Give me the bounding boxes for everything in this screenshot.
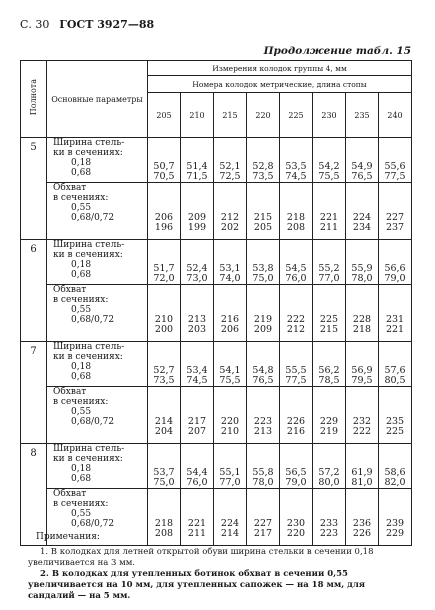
value: 79,0 [384, 273, 406, 284]
parameter-line: 0,68/0,72 [71, 315, 115, 325]
value-cell [247, 138, 280, 183]
value: 226 [286, 416, 306, 427]
value: 61,9 [351, 467, 373, 478]
value: 221 [187, 518, 207, 529]
parameter-line: в сечениях: [53, 499, 109, 509]
value: 54,1 [219, 365, 241, 376]
value: 228 [352, 314, 372, 325]
value: 223 [319, 528, 339, 539]
value: 72,5 [219, 171, 241, 182]
value: 224 [220, 518, 240, 529]
value-cell [379, 387, 412, 444]
value: 53,1 [219, 263, 241, 274]
value: 79,5 [351, 375, 373, 386]
value: 76,5 [351, 171, 373, 182]
value: 81,0 [351, 477, 373, 488]
table-body [21, 138, 412, 546]
value: 76,5 [252, 375, 274, 386]
value: 80,5 [384, 375, 406, 386]
value-cell [313, 240, 346, 285]
value-cell [148, 285, 181, 342]
parameter-line: 0,68 [71, 168, 92, 178]
parameter-cell [47, 387, 148, 444]
value: 209 [187, 212, 207, 223]
fullness-cell: 8 [21, 444, 47, 546]
value: 200 [154, 324, 174, 335]
value: 204 [154, 426, 174, 437]
parameter-line: Обхват [53, 183, 87, 193]
value: 50,7 [153, 161, 175, 172]
value: 77,5 [285, 375, 307, 386]
value: 237 [385, 222, 405, 233]
parameter-line: Обхват [53, 285, 87, 295]
value: 53,7 [153, 467, 175, 478]
value: 216 [286, 426, 306, 437]
value: 218 [154, 518, 174, 529]
parameter-line: ки в сечениях: [53, 250, 123, 260]
value: 232 [352, 416, 372, 427]
value: 226 [352, 528, 372, 539]
notes-title: Примечания: [36, 532, 100, 542]
value-cell [346, 285, 379, 342]
value-cell [148, 387, 181, 444]
value: 53,4 [186, 365, 208, 376]
value: 231 [385, 314, 405, 325]
table-row [21, 285, 412, 342]
parameter-line: 0,55 [71, 407, 92, 417]
value: 227 [385, 212, 405, 223]
value: 76,0 [186, 477, 208, 488]
value: 212 [220, 212, 240, 223]
value: 210 [154, 314, 174, 325]
value: 70,5 [153, 171, 175, 182]
table-row [21, 342, 412, 387]
value-cell [247, 240, 280, 285]
value: 73,5 [153, 375, 175, 386]
value: 55,2 [318, 263, 340, 274]
value: 230 [286, 518, 306, 529]
size-header: 215 [214, 93, 247, 138]
value-cell [280, 444, 313, 489]
parameter-cell [47, 240, 148, 285]
value: 233 [319, 518, 339, 529]
value: 82,0 [384, 477, 406, 488]
value: 52,1 [219, 161, 241, 172]
value: 202 [220, 222, 240, 233]
value: 224 [352, 212, 372, 223]
value: 218 [352, 324, 372, 335]
value: 74,0 [219, 273, 241, 284]
size-header: 230 [313, 93, 346, 138]
value-cell [379, 444, 412, 489]
value-cell [247, 183, 280, 240]
value-cell [379, 342, 412, 387]
parameter-line: ки в сечениях: [53, 148, 123, 158]
value: 55,1 [219, 467, 241, 478]
parameter-line: 0,68/0,72 [71, 519, 115, 529]
value: 219 [319, 426, 339, 437]
value-cell [181, 387, 214, 444]
value: 218 [286, 212, 306, 223]
value-cell [346, 183, 379, 240]
page-number: С. 30 [20, 18, 50, 31]
value: 51,4 [186, 161, 208, 172]
parameter-cell [47, 342, 148, 387]
value-cell [280, 342, 313, 387]
table-row [21, 183, 412, 240]
value: 206 [154, 212, 174, 223]
size-header: 210 [181, 93, 214, 138]
value: 53,8 [252, 263, 274, 274]
value: 217 [253, 528, 273, 539]
size-header: 225 [280, 93, 313, 138]
value-cell [214, 285, 247, 342]
parameter-line: 0,18 [71, 362, 92, 372]
parameter-line: Ширина стель- [53, 342, 125, 352]
value-cell [313, 444, 346, 489]
value-cell [313, 342, 346, 387]
value-cell [280, 387, 313, 444]
value-cell [148, 183, 181, 240]
value-cell [214, 342, 247, 387]
value: 54,2 [318, 161, 340, 172]
value: 215 [253, 212, 273, 223]
value-cell [148, 138, 181, 183]
sizes-header: Номера колодок метрические, длина стопы [148, 76, 412, 93]
value: 213 [253, 426, 273, 437]
value: 206 [220, 324, 240, 335]
value: 208 [154, 528, 174, 539]
value: 73,5 [252, 171, 274, 182]
parameter-line: 0,18 [71, 158, 92, 168]
value-cell [280, 183, 313, 240]
value: 220 [220, 416, 240, 427]
value: 75,5 [219, 375, 241, 386]
value: 74,5 [285, 171, 307, 182]
value-cell [247, 387, 280, 444]
value: 56,6 [384, 263, 406, 274]
parameter-cell [47, 138, 148, 183]
value: 229 [385, 528, 405, 539]
size-header: 220 [247, 93, 280, 138]
value-cell [181, 183, 214, 240]
parameter-line: 0,68/0,72 [71, 417, 115, 427]
value-cell [379, 183, 412, 240]
value: 209 [253, 324, 273, 335]
value: 57,2 [318, 467, 340, 478]
parameters-header: Основные параметры [47, 61, 148, 138]
value: 73,0 [186, 273, 208, 284]
value: 80,0 [318, 477, 340, 488]
value: 217 [187, 416, 207, 427]
value: 225 [385, 426, 405, 437]
page-header [20, 18, 154, 31]
value: 203 [187, 324, 207, 335]
parameter-line: 0,55 [71, 305, 92, 315]
parameter-cell [47, 183, 148, 240]
value: 74,5 [186, 375, 208, 386]
parameter-line: Ширина стель- [53, 444, 125, 454]
value-cell [280, 138, 313, 183]
fullness-header: Полнота [21, 61, 47, 138]
value: 229 [319, 416, 339, 427]
value: 75,5 [318, 171, 340, 182]
value: 53,5 [285, 161, 307, 172]
value-cell [247, 285, 280, 342]
value: 221 [385, 324, 405, 335]
value: 78,5 [318, 375, 340, 386]
value: 211 [187, 528, 207, 539]
value-cell [313, 387, 346, 444]
value: 52,8 [252, 161, 274, 172]
value: 213 [187, 314, 207, 325]
value-cell [379, 138, 412, 183]
parameter-line: 0,68 [71, 270, 92, 280]
value: 199 [187, 222, 207, 233]
value-cell [214, 444, 247, 489]
parameter-line: Обхват [53, 489, 87, 499]
value: 78,0 [252, 477, 274, 488]
group-header: Измерения колодок группы 4, мм [148, 61, 412, 76]
value-cell [280, 285, 313, 342]
value: 227 [253, 518, 273, 529]
parameter-line: 0,18 [71, 260, 92, 270]
value-cell [181, 240, 214, 285]
parameter-line: в сечениях: [53, 397, 109, 407]
value: 239 [385, 518, 405, 529]
value: 56,5 [285, 467, 307, 478]
continuation-caption: Продолжение табл. 15 [263, 45, 411, 57]
table-row [21, 138, 412, 183]
value: 208 [286, 222, 306, 233]
value: 221 [319, 212, 339, 223]
value: 55,8 [252, 467, 274, 478]
value: 71,5 [186, 171, 208, 182]
value: 223 [253, 416, 273, 427]
parameter-line: ки в сечениях: [53, 352, 123, 362]
value-cell [379, 285, 412, 342]
value: 215 [319, 324, 339, 335]
parameter-line: в сечениях: [53, 193, 109, 203]
parameter-line: Обхват [53, 387, 87, 397]
value-cell [346, 342, 379, 387]
value: 54,8 [252, 365, 274, 376]
value: 196 [154, 222, 174, 233]
value-cell [181, 444, 214, 489]
value: 214 [220, 528, 240, 539]
value: 210 [220, 426, 240, 437]
value-cell [148, 240, 181, 285]
value: 78,0 [351, 273, 373, 284]
value: 55,9 [351, 263, 373, 274]
value-cell [346, 240, 379, 285]
value-cell [313, 138, 346, 183]
value-cell [148, 342, 181, 387]
value: 76,0 [285, 273, 307, 284]
value: 52,4 [186, 263, 208, 274]
value: 214 [154, 416, 174, 427]
value-cell [247, 342, 280, 387]
value-cell [214, 183, 247, 240]
value-cell [346, 138, 379, 183]
value-cell [313, 183, 346, 240]
value: 77,0 [219, 477, 241, 488]
value: 236 [352, 518, 372, 529]
value-cell [346, 444, 379, 489]
parameter-line: в сечениях: [53, 295, 109, 305]
parameter-line: 0,18 [71, 464, 92, 474]
value: 205 [253, 222, 273, 233]
value: 222 [352, 426, 372, 437]
value-cell [214, 138, 247, 183]
value-cell [148, 444, 181, 489]
note-item: 2. В колодках для утепленных ботинок обхват в сечении 0,55 увеличивается на 10 мм, для утепленных сапожек — на 18 мм, для сандалий — на 5 мм. [28, 569, 366, 601]
parameter-line: 0,68 [71, 474, 92, 484]
value: 77,5 [384, 171, 406, 182]
value: 222 [286, 314, 306, 325]
fullness-cell: 5 [21, 138, 47, 240]
value: 54,4 [186, 467, 208, 478]
value: 56,9 [351, 365, 373, 376]
parameter-line: Ширина стель- [53, 138, 125, 148]
value: 75,0 [153, 477, 175, 488]
parameter-line: 0,55 [71, 203, 92, 213]
parameter-line: 0,68 [71, 372, 92, 382]
value: 234 [352, 222, 372, 233]
value-cell [214, 240, 247, 285]
parameters-table [20, 60, 412, 546]
parameter-line: Ширина стель- [53, 240, 125, 250]
value: 51,7 [153, 263, 175, 274]
value: 79,0 [285, 477, 307, 488]
value: 55,6 [384, 161, 406, 172]
size-header: 235 [346, 93, 379, 138]
value: 57,6 [384, 365, 406, 376]
fullness-cell: 6 [21, 240, 47, 342]
value: 52,7 [153, 365, 175, 376]
value: 58,6 [384, 467, 406, 478]
value-cell [181, 342, 214, 387]
standard-code: ГОСТ 3927—88 [59, 18, 155, 31]
value: 211 [319, 222, 339, 233]
table-row [21, 387, 412, 444]
value-cell [280, 240, 313, 285]
value: 56,2 [318, 365, 340, 376]
fullness-cell: 7 [21, 342, 47, 444]
value: 235 [385, 416, 405, 427]
value: 212 [286, 324, 306, 335]
value: 219 [253, 314, 273, 325]
value-cell [247, 444, 280, 489]
value-cell [181, 138, 214, 183]
notes [28, 532, 413, 602]
note-item: 1. В колодках для летней открытой обуви ширина стельки в сечении 0,18 увеличивается на 3 мм. [28, 547, 374, 568]
parameter-cell [47, 285, 148, 342]
value-cell [346, 387, 379, 444]
parameter-line: 0,55 [71, 509, 92, 519]
size-header: 240 [379, 93, 412, 138]
parameter-line: ки в сечениях: [53, 454, 123, 464]
size-header: 205 [148, 93, 181, 138]
value: 75,0 [252, 273, 274, 284]
parameter-line: 0,68/0,72 [71, 213, 115, 223]
value: 216 [220, 314, 240, 325]
value-cell [214, 387, 247, 444]
value: 55,5 [285, 365, 307, 376]
parameter-cell [47, 444, 148, 489]
value-cell [181, 285, 214, 342]
table-row [21, 444, 412, 489]
table-row [21, 240, 412, 285]
value: 54,5 [285, 263, 307, 274]
value: 77,0 [318, 273, 340, 284]
value: 220 [286, 528, 306, 539]
value: 54,9 [351, 161, 373, 172]
value: 225 [319, 314, 339, 325]
value-cell [379, 240, 412, 285]
value: 207 [187, 426, 207, 437]
value-cell [313, 285, 346, 342]
value: 72,0 [153, 273, 175, 284]
